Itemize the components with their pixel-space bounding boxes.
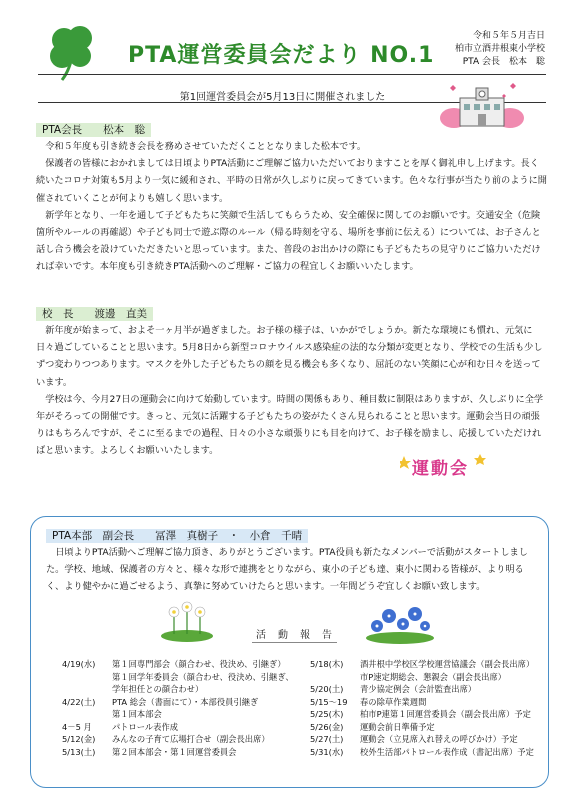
subtitle: 第1回運営委員会が5月13日に開催されました [179, 92, 386, 103]
section-label: 校 長 渡邊 直美 [36, 307, 153, 321]
schedule-date: 5/15～19 [310, 696, 348, 707]
schedule-date: 5/13(土) [62, 746, 96, 757]
schedule-row [62, 746, 312, 759]
schedule-row [310, 721, 542, 734]
schedule-text: 第２回本部会・第１回運営委員会 [112, 746, 237, 757]
schedule-date: 5/31(水) [310, 746, 344, 757]
schedule-row [62, 683, 312, 696]
schedule-text: PTA 総会（書面にて）・本部役員引継ぎ [112, 696, 259, 707]
schedule-text: パトロール表作成 [112, 721, 179, 732]
undokai-label: 運動会 [412, 459, 469, 479]
schedule-text: 校外生活部パトロール表作成（書記出席）予定 [360, 746, 534, 757]
box-label: PTA本部 副会長 冨澤 真樹子 ・ 小倉 千晴 [46, 529, 308, 543]
schedule-date: 5/25(木) [310, 709, 344, 719]
issue-date: 令和５年５月吉日 [472, 31, 545, 41]
section-principal-pta [36, 118, 548, 137]
author: PTA 会長 松本 聡 [462, 57, 545, 67]
schedule-date: 4/22(土) [62, 696, 96, 707]
section-principal-school [36, 302, 548, 321]
header-info [455, 30, 545, 69]
schedule-row [62, 671, 312, 684]
header-divider [38, 74, 546, 75]
schedule-date: 4/19(水) [62, 659, 96, 669]
schedule-text: みんなの子育て広場打合せ（副会長出席） [112, 734, 270, 744]
schedule-row [310, 746, 542, 759]
schedule-row [310, 658, 542, 671]
schedule-date: 5/18(木) [310, 659, 344, 669]
report-title: 活 動 報 告 [252, 626, 337, 643]
schedule-row [62, 733, 312, 746]
schedule-row [310, 708, 542, 721]
schedule-row [62, 658, 312, 671]
white-flowers-icon [160, 600, 214, 642]
schedule-date: 5/27(土) [310, 734, 344, 744]
schedule-text: 第１回学年委員会（顔合わせ、役決め、引継ぎ、 [112, 671, 294, 682]
schedule-row [310, 733, 542, 746]
box-body [46, 544, 534, 596]
schedule-row [310, 696, 542, 709]
schedule-date [310, 671, 360, 684]
paragraph: 日頃よりPTA活動へご理解ご協力頂き、ありがとうございます。PTA役員も新たなメンバーで活動がスタートしました。学校、地域、保護者の方々と、様々な形で連携をとりながら、東小の子ども達、東小に関わる皆様が、より明るく、より健やかに過ごせるよう、真摯に努めていけたらと思います。一年間どうぞ宜しくお願い致します。 [46, 547, 528, 593]
schedule-text: 運動会前日準備予定 [360, 721, 435, 732]
section-body [36, 138, 548, 276]
schedule-text: 柏市P連第１回運営委員会（副会長出席）予定 [360, 709, 531, 719]
paragraph: 保護者の皆様におかれましては日頃よりPTA活動にご理解ご協力いただいておりますことを厚く御礼申し上げます。長く続いたコロナ対策も5月より一気に緩和され、平時の日常が久しぶりに戻ってきています。色々な行事が当たり前のように開催されていくことが何よりも嬉しく思います。 [36, 158, 547, 204]
schedule-text: 第１回専門部会（顔合わせ、役決め、引継ぎ） [112, 659, 286, 669]
schedule-text: 市P速定期総会、懇親会（副会長出席） [360, 671, 507, 682]
section-body [36, 322, 548, 460]
schedule-date [62, 708, 112, 721]
schedule-row [62, 696, 312, 709]
schedule-date [62, 671, 112, 684]
schedule-text: 学年担任との顔合わせ） [112, 684, 204, 694]
schedule-row [310, 671, 542, 684]
schedule-left [62, 658, 312, 758]
section-label: PTA会長 松本 聡 [36, 123, 151, 137]
schedule-date: 5/12(金) [62, 734, 96, 744]
schedule-date: 4－5 月 [62, 721, 92, 732]
schedule-text: 運動会（立見席入れ替えの呼びかけ）予定 [360, 734, 518, 744]
schedule-text: 春の除草作業週間 [360, 696, 427, 707]
blue-flowers-icon [365, 600, 435, 644]
school-name: 柏市立酒井根東小学校 [454, 44, 545, 54]
schedule-right [310, 658, 542, 758]
box-header [46, 524, 526, 543]
newsletter-title: PTA運営委員会だより NO.1 [128, 43, 435, 68]
schedule-date: 5/26(金) [310, 721, 344, 732]
schedule-row [62, 721, 312, 734]
schedule-row [310, 683, 542, 696]
paragraph: 新年度が始まって、およそ一ヶ月半が過ぎました。お子様の様子は、いかがでしょうか。新たな環境にも慣れ、元気に日々過ごしていることと思います。5月8日から新型コロナウイルス感染症の法的な分類が変更となり、学校での生活も少しずつ変わりつつあります。マスクを外した子どもたちの顔を見る機会も多くなり、屈託のない笑顔に心が和む日々を送っています。 [36, 325, 543, 388]
schedule-text: 第１回本部会 [112, 709, 162, 719]
undokai-banner [400, 450, 490, 484]
paragraph: 令和５年度も引き続き会長を務めさせていただくこととなりました松本です。 [45, 141, 367, 152]
schedule-date: 5/20(土) [310, 684, 344, 694]
paragraph: 新学年となり、一年を通して子どもたちに笑顔で生活してもらうため、安全確保に関してのお願いです。交通安全（危険箇所やルールの再確認）や子ども同士で遊ぶ際のルール（帰る時刻を守る、場所を事前に伝える）については、お子さんと話し合う機会を設けていただきたいと思っています。また、普段のお出かけの際にも子どもたちの見守りにご協力いただければ幸いです。本年度も引き続きPTA活動へのご理解・ご協力の程宜しくお願いいたします。 [36, 209, 541, 273]
schedule-date [62, 683, 112, 696]
paragraph: 学校は今、今月27日の運動会に向けて始動しています。時間の関係もあり、種目数に制限はありますが、久しぶりに全学年がそろっての開催です。きっと、元気に活躍する子どもたちの姿がたくさん見られることと思います。運動会当日の頑張りはもちろんですが、そこに至るまでの過程、日々の小さな頑張りにも目を向けて、お子様を励まし、応援していただければと思います。よろしくお願いいたします。 [36, 393, 544, 457]
schedule-text: 青少協定例会（会計監査出席） [360, 684, 477, 694]
schedule-row [62, 708, 312, 721]
schedule-text: 酒井根中学校区学校運営協議会（副会長出席） [360, 659, 535, 669]
